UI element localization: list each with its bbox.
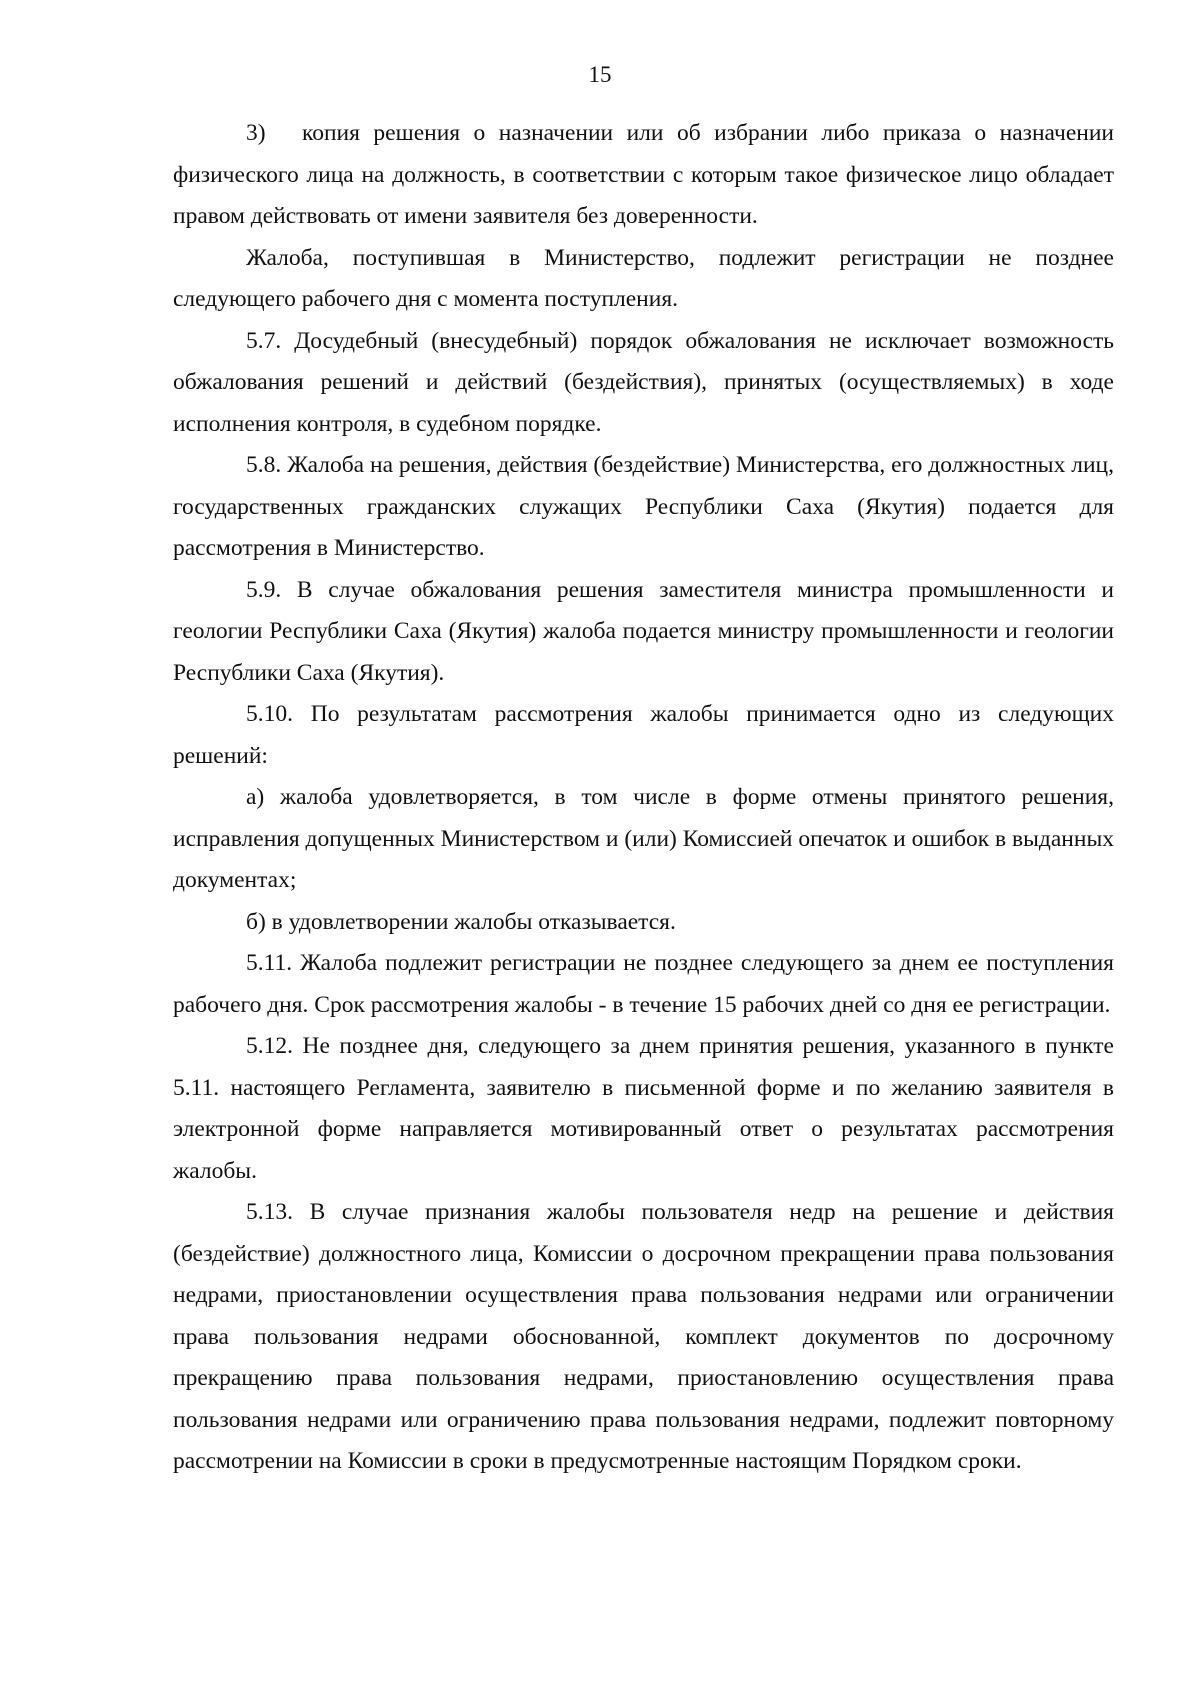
paragraph-text: копия решения о назначении или об избрании либо приказа о назначении физического лица на должность, в соответствии с которым такое физическое лицо обладает правом действовать от имени заявителя без доверенности. [173,120,1114,229]
item-number-label: 3) [246,120,266,146]
paragraph-complaint-registration: Жалоба, поступившая в Министерство, подлежит регистрации не позднее следующего рабочего дня с момента поступления. [173,244,1114,312]
paragraph-5-10-b: б) в удовлетворении жалобы отказывается. [246,908,676,935]
paragraph-5-9: 5.9. В случае обжалования решения заместителя министра промышленности и геологии Республики Саха (Якутия) жалоба подается министру промышленности и геологии Республики Саха (Якутия). [173,576,1114,686]
paragraph-5-8: 5.8. Жалоба на решения, действия (бездействие) Министерства, его должностных лиц, государственных гражданских служащих Республики Саха (Якутия) подается для рассмотрения в Министерство. [173,452,1114,561]
document-body [173,113,1114,1483]
paragraph-5-13: 5.13. В случае признания жалобы пользователя недр на решение и действия (бездействие) должностного лица, Комиссии о досрочном прекращении права пользования недрами, приостановлении осуществления права пользования недрами или ограничении права пользования недрами обоснованной, комплект документов по досрочному прекращению права пользования недрами, приостановлению осуществления права пользования недрами или ограничению права пользования недрами, подлежит повторному рассмотрении на Комиссии в сроки в предусмотренные настоящим Порядком сроки. [173,1199,1114,1474]
paragraph-5-12: 5.12. Не позднее дня, следующего за днем принятия решения, указанного в пункте 5.11. настоящего Регламента, заявителю в письменной форме и по желанию заявителя в электронной форме направляется мотивированный ответ о результатах рассмотрения жалобы. [173,1033,1114,1184]
paragraph-item-3 [173,113,1114,238]
paragraph-5-11: 5.11. Жалоба подлежит регистрации не позднее следующего за днем ее поступления рабочего дня. Срок рассмотрения жалобы - в течение 15 рабочих дней со дня ее регистрации. [173,950,1114,1018]
paragraph-5-10-a: а) жалоба удовлетворяется, в том числе в форме отмены принятого решения, исправления допущенных Министерством и (или) Комиссией опечаток и ошибок в выданных документах; [173,784,1114,893]
paragraph-5-10: 5.10. По результатам рассмотрения жалобы принимается одно из следующих решений: [173,701,1114,769]
page-number: 15 [588,62,612,87]
paragraph-5-7: 5.7. Досудебный (внесудебный) порядок обжалования не исключает возможность обжалования решений и действий (бездействия), принятых (осуществляемых) в ходе исполнения контроля, в судебном порядке. [173,327,1114,437]
